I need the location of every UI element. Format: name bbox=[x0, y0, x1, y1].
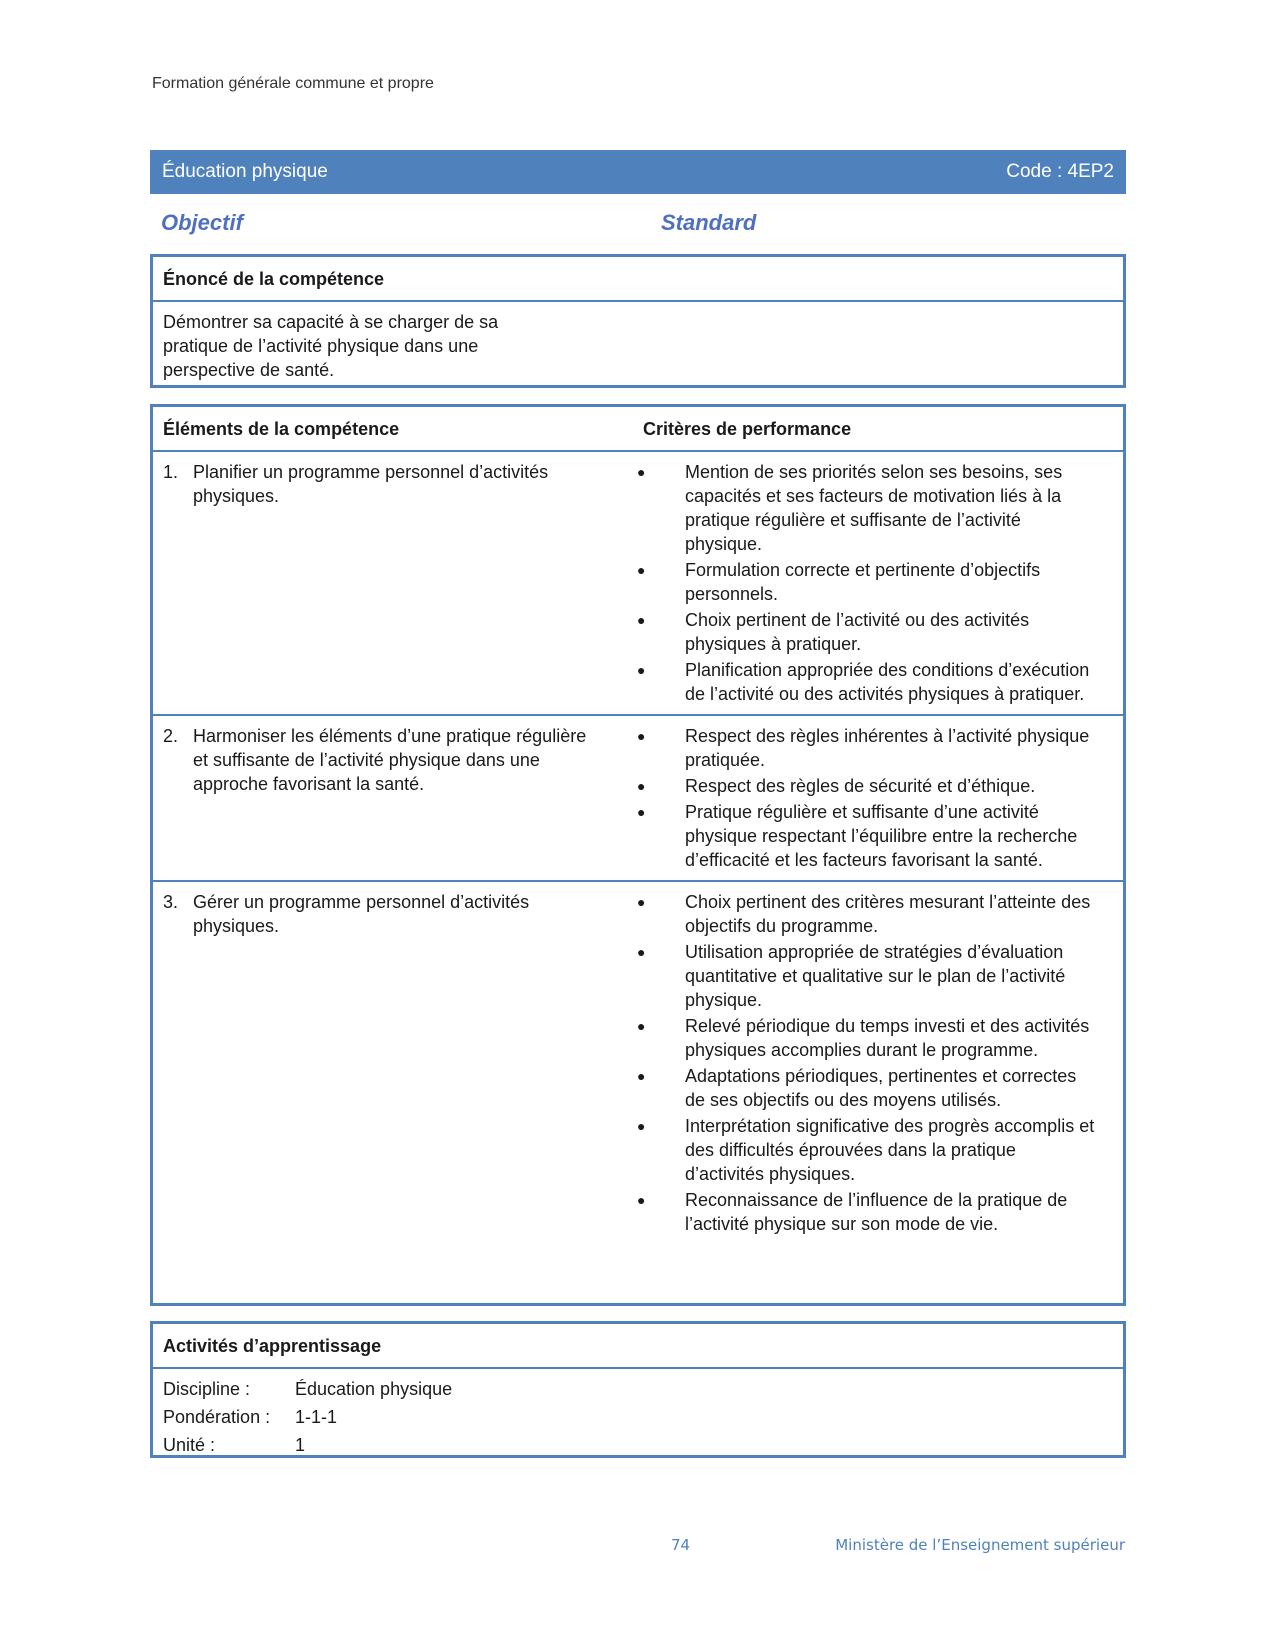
criterion-text: Planification appropriée des conditions d’exécution de l’activité ou des activités physiques à pratiquer. bbox=[685, 660, 1090, 704]
bullet-icon: ● bbox=[637, 894, 646, 910]
bullet-icon: ● bbox=[637, 944, 646, 960]
criteria-cell bbox=[633, 460, 1113, 708]
list-item bbox=[633, 608, 1113, 656]
criterion-text: Pratique régulière et suffisante d’une activité physique respectant l’équilibre entre la recherche d’efficacité et les facteurs favorisant la santé. bbox=[685, 802, 1078, 870]
ponderation-label: Pondération : bbox=[163, 1407, 271, 1427]
activites-list bbox=[153, 1369, 1123, 1459]
criterion-text: Respect des règles inhérentes à l’activité physique pratiquée. bbox=[685, 726, 1090, 770]
criterion-text: Adaptations périodiques, pertinentes et correctes de ses objectifs ou des moyens utilisés. bbox=[685, 1066, 1077, 1110]
element-number: 1. bbox=[163, 462, 179, 482]
criterion-text: Choix pertinent des critères mesurant l’atteinte des objectifs du programme. bbox=[685, 892, 1091, 936]
course-title: Éducation physique bbox=[162, 161, 328, 182]
criterion-text: Relevé périodique du temps investi et des activités physiques accomplies durant le programme. bbox=[685, 1016, 1090, 1060]
list-item bbox=[633, 1188, 1113, 1236]
page-number: 74 bbox=[671, 1536, 691, 1554]
list-item bbox=[633, 658, 1113, 706]
enonce-box bbox=[150, 254, 1126, 388]
elements-heading: Éléments de la compétence bbox=[163, 419, 400, 439]
unite-row bbox=[153, 1431, 1123, 1459]
element-text: Harmoniser les éléments d’une pratique régulière et suffisante de l’activité physique dans une approche favorisant la santé. bbox=[193, 726, 587, 794]
objective-standard-row bbox=[161, 210, 761, 236]
list-item bbox=[633, 800, 1113, 872]
bullet-icon: ● bbox=[637, 728, 646, 744]
activites-heading: Activités d’apprentissage bbox=[153, 1324, 1123, 1369]
bullet-icon: ● bbox=[637, 778, 646, 794]
list-item bbox=[633, 724, 1113, 772]
criterion-text: Utilisation appropriée de stratégies d’évaluation quantitative et qualitative sur le plan de l’activité physique. bbox=[685, 942, 1066, 1010]
criteria-heading: Critères de performance bbox=[643, 419, 852, 439]
discipline-label: Discipline : bbox=[163, 1379, 251, 1399]
running-header: Formation générale commune et propre bbox=[152, 75, 434, 92]
list-item bbox=[633, 1064, 1113, 1112]
bullet-icon: ● bbox=[637, 662, 646, 678]
enonce-text: Démontrer sa capacité à se charger de sa pratique de l’activité physique dans une perspective de santé. bbox=[163, 312, 499, 380]
list-item bbox=[633, 774, 1113, 798]
table-row bbox=[153, 452, 1123, 716]
element-number: 2. bbox=[163, 726, 179, 746]
table-row bbox=[153, 882, 1123, 1244]
bullet-icon: ● bbox=[637, 562, 646, 578]
elements-table-header bbox=[153, 407, 1123, 452]
ponderation-row bbox=[153, 1403, 1123, 1431]
criterion-text: Reconnaissance de l’influence de la pratique de l’activité physique sur son mode de vie. bbox=[685, 1190, 1068, 1234]
discipline-value: Éducation physique bbox=[295, 1379, 453, 1399]
elements-rows bbox=[153, 452, 1123, 1244]
activites-box bbox=[150, 1321, 1126, 1458]
criterion-text: Choix pertinent de l’activité ou des activités physiques à pratiquer. bbox=[685, 610, 1030, 654]
bullet-icon: ● bbox=[637, 804, 646, 820]
elements-table bbox=[150, 404, 1126, 1306]
course-title-bar bbox=[150, 150, 1126, 194]
criterion-text: Mention de ses priorités selon ses besoins, ses capacités et ses facteurs de motivation liés à la pratique régulière et suffisante de l’activité physique. bbox=[685, 462, 1063, 554]
standard-label: Standard bbox=[661, 210, 757, 235]
footer-ministry: Ministère de l’Enseignement supérieur bbox=[835, 1536, 1125, 1554]
bullet-icon: ● bbox=[637, 1068, 646, 1084]
course-code: Code : 4EP2 bbox=[1006, 161, 1114, 182]
bullet-icon: ● bbox=[637, 1118, 646, 1134]
objective-label: Objectif bbox=[161, 210, 243, 235]
list-item bbox=[633, 1014, 1113, 1062]
list-item bbox=[633, 460, 1113, 556]
unite-value: 1 bbox=[295, 1435, 306, 1455]
element-cell bbox=[153, 890, 633, 1238]
criterion-text: Respect des règles de sécurité et d’éthique. bbox=[685, 776, 1036, 796]
element-cell bbox=[153, 724, 633, 874]
table-row bbox=[153, 716, 1123, 882]
criteria-cell bbox=[633, 890, 1113, 1238]
ponderation-value: 1-1-1 bbox=[295, 1407, 338, 1427]
element-cell bbox=[153, 460, 633, 708]
criterion-text: Interprétation significative des progrès accomplis et des difficultés éprouvées dans la pratique d’activités physiques. bbox=[685, 1116, 1095, 1184]
enonce-heading: Énoncé de la compétence bbox=[153, 257, 1123, 302]
criterion-text: Formulation correcte et pertinente d’objectifs personnels. bbox=[685, 560, 1041, 604]
discipline-row bbox=[153, 1375, 1123, 1403]
bullet-icon: ● bbox=[637, 1018, 646, 1034]
unite-label: Unité : bbox=[163, 1435, 216, 1455]
bullet-icon: ● bbox=[637, 464, 646, 480]
bullet-icon: ● bbox=[637, 1192, 646, 1208]
bullet-icon: ● bbox=[637, 612, 646, 628]
list-item bbox=[633, 558, 1113, 606]
list-item bbox=[633, 1114, 1113, 1186]
list-item bbox=[633, 940, 1113, 1012]
element-text: Gérer un programme personnel d’activités physiques. bbox=[193, 892, 530, 936]
element-text: Planifier un programme personnel d’activités physiques. bbox=[193, 462, 549, 506]
element-number: 3. bbox=[163, 892, 179, 912]
list-item bbox=[633, 890, 1113, 938]
criteria-cell bbox=[633, 724, 1113, 874]
